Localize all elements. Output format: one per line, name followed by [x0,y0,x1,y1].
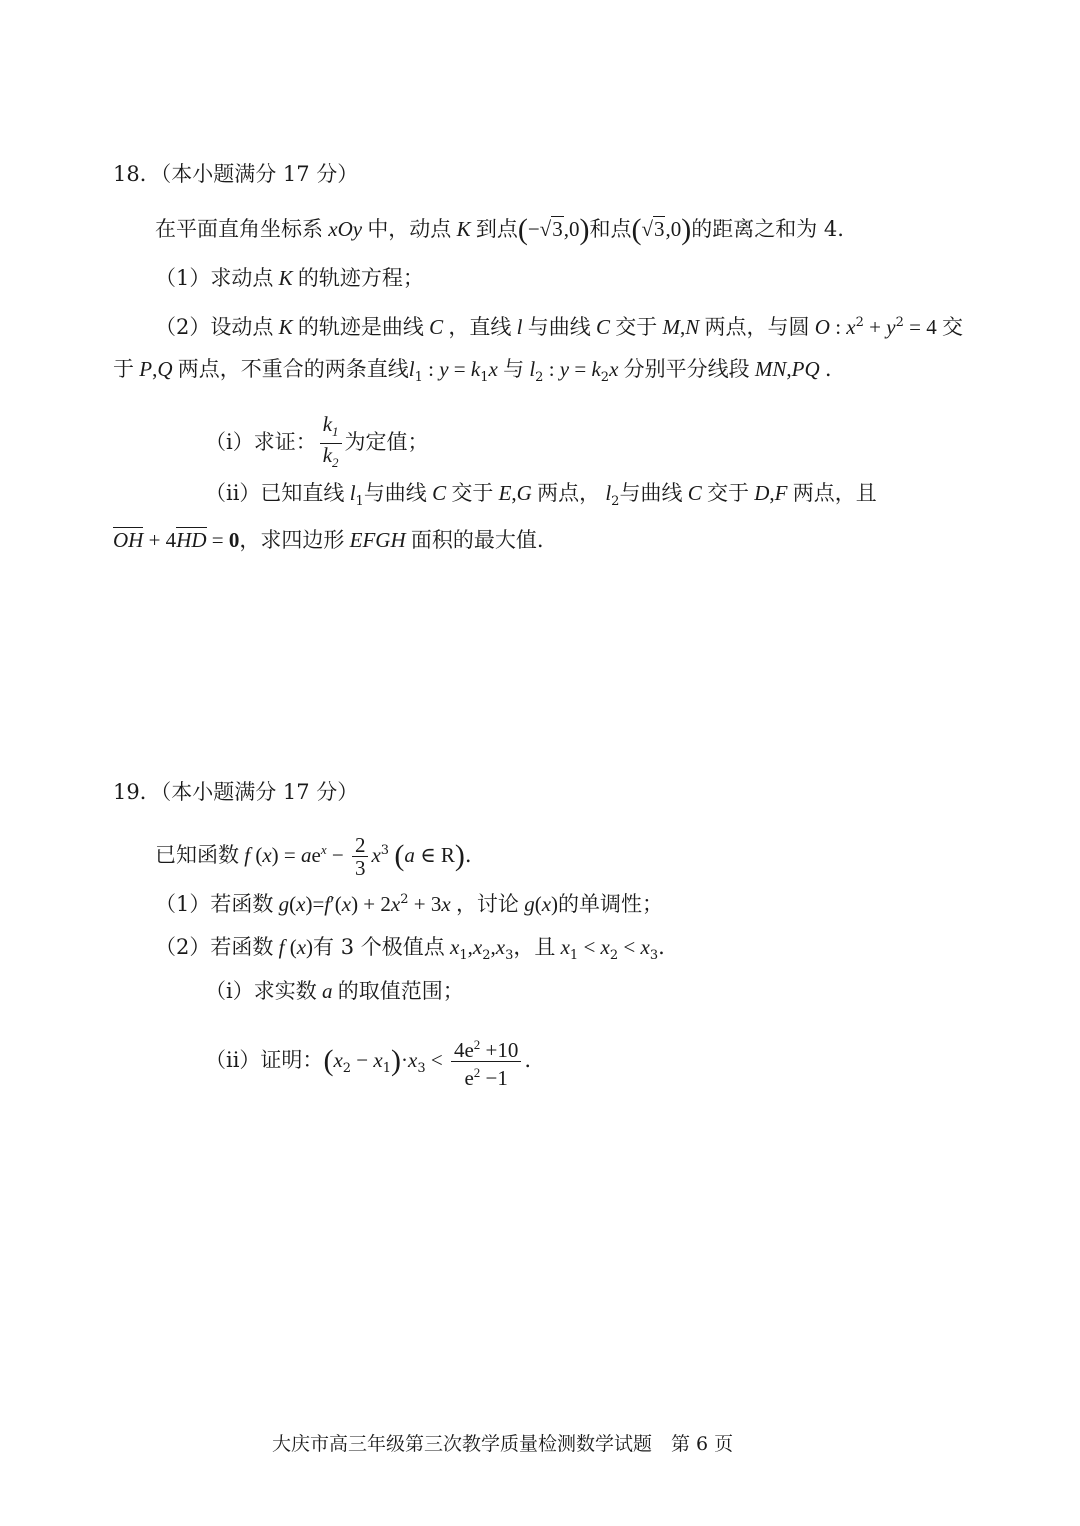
q19-sub-i: （i）求实数 a 的取值范围； [205,979,464,1003]
q18-part2-line1: （2）设动点 K 的轨迹是曲线 C ，直线 l 与曲线 C 交于 M,N 两点，与圆 O : $x^2 + y^2 = 4$ 交 [155,315,963,339]
two-thirds-fraction: $\frac{2}{3}$ [352,834,369,879]
q18-sub-ii-line1: （ii）已知直线 $l_1$与曲线 C 交于 E,G 两点， $l_2$与曲线 C 交于 D,F 两点，且 [205,481,877,510]
q19-statement: 已知函数 f $(x) = ae^x$ − $\frac{2}{3}$ $x^3$ (a ∈ R). [155,833,472,880]
k1-over-k2-fraction: $\frac{k_1}{k_2}$ [320,413,342,474]
q18-header: 18．（本小题满分 17 分） [113,162,359,186]
q19-header: 19．（本小题满分 17 分） [113,780,359,804]
q18-sub-i: （i）求证： $\frac{k_1}{k_2}$ 为定值； [205,413,429,474]
q18-part1: （1）求动点 K 的轨迹方程； [155,266,424,290]
q19-sub-ii: （ii）证明：$(x_2 - x_1)\cdot x_3$ < $\frac{4e^2 +10}{e^2 -1}$ . [205,1034,531,1089]
q18-part2-line2: 于 P,Q 两点，不重合的两条直线$l_1$ : $y = k_1x$ 与 $l_2$ : $y = k_2x$ 分别平分线段 MN,PQ . [113,357,832,386]
bound-fraction: $\frac{4e^2 +10}{e^2 -1}$ [451,1034,521,1089]
q19-part2: （2）若函数 f (x)有 3 个极值点 $x_1,x_2,x_3$，且 $x_1 < x_2 < x_3$. [155,935,665,964]
page-footer: 大庆市高三年级第三次教学质量检测数学试题 第 6 页 [272,1433,734,1455]
q19-part1: （1）若函数 $g(x)=f'(x) + 2x^2 + 3x$ ，讨论 g(x)的单调性； [155,892,664,916]
q18-sub-ii-line2: OH + 4HD = 0，求四边形 EFGH 面积的最大值. [113,528,544,552]
q18-statement: 在平面直角坐标系 xOy 中，动点 K 到点(−√3,0)和点(√3,0)的距离之和为 4. [155,213,844,246]
